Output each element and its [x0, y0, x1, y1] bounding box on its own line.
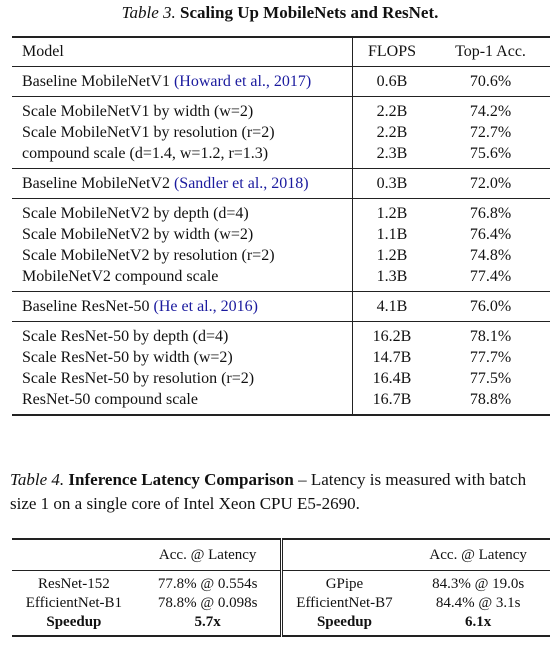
header-right-latency: Acc. @ Latency	[406, 539, 550, 571]
left-model-cell: EfficientNet-B1	[25, 595, 123, 611]
model-cell: Baseline ResNet-50 (He et al., 2016)	[12, 292, 353, 322]
left-model-cell: Speedup	[12, 613, 136, 636]
table-row	[12, 347, 550, 368]
right-value-cell: 6.1x	[406, 613, 550, 636]
model-cell: Scale MobileNetV2 by width (w=2)	[22, 226, 254, 243]
table-row	[12, 389, 550, 415]
table4-header-row	[12, 539, 550, 571]
citation-link[interactable]: (Howard et al., 2017)	[173, 73, 312, 90]
table4-caption-number: Table 4.	[10, 470, 65, 489]
acc-cell: 76.8%	[431, 199, 550, 225]
table-row	[12, 67, 550, 97]
model-cell: ResNet-50 compound scale	[12, 389, 353, 415]
right-model-cell: Speedup	[281, 613, 406, 636]
model-cell: Scale MobileNetV2 by depth (d=4)	[12, 199, 353, 225]
table4	[12, 538, 550, 637]
model-cell: MobileNetV2 compound scale	[22, 268, 219, 285]
citation-link[interactable]: (He et al., 2016)	[153, 298, 258, 315]
citation-link[interactable]: (Sandler et al., 2018)	[173, 175, 309, 192]
model-cell: Scale ResNet-50 by resolution (r=2)	[22, 370, 255, 387]
table-row	[12, 169, 550, 199]
table-row	[12, 143, 550, 169]
table4-caption-text: – Latency is measured with batch size 1 on a single core of Intel Xeon CPU E5-2690.	[10, 470, 527, 513]
right-value-cell: 84.4% @ 3.1s	[435, 595, 521, 611]
table-row	[12, 97, 550, 123]
acc-cell: 70.6%	[431, 67, 550, 97]
model-cell: Baseline MobileNetV1 (Howard et al., 2017)	[12, 67, 353, 97]
acc-cell: 76.0%	[431, 292, 550, 322]
table-row	[12, 571, 550, 595]
acc-cell: 74.8%	[469, 247, 512, 264]
acc-cell: 78.1%	[431, 322, 550, 348]
model-cell: Scale ResNet-50 by depth (d=4)	[12, 322, 353, 348]
table-row	[12, 322, 550, 348]
acc-cell: 72.7%	[469, 124, 512, 141]
flops-cell: 1.2B	[353, 245, 432, 266]
flops-cell: 16.2B	[353, 322, 432, 348]
table-row	[12, 613, 550, 636]
right-value-cell: 84.3% @ 19.0s	[432, 576, 525, 592]
flops-cell: 1.3B	[353, 266, 432, 292]
acc-cell: 75.6%	[469, 145, 512, 162]
model-cell: compound scale (d=1.4, w=1.2, r=1.3)	[22, 145, 269, 162]
model-cell: Scale MobileNetV1 by width (w=2)	[12, 97, 353, 123]
table3-caption	[0, 3, 560, 23]
acc-cell: 76.4%	[469, 226, 512, 243]
flops-cell: 4.1B	[353, 292, 432, 322]
table-row	[12, 292, 550, 322]
flops-cell: 2.2B	[353, 97, 432, 123]
table-row	[12, 122, 550, 143]
table4-caption	[10, 468, 555, 516]
table-row	[12, 224, 550, 245]
table-row	[12, 594, 550, 613]
acc-cell: 77.7%	[469, 349, 512, 366]
acc-cell: 78.8%	[431, 389, 550, 415]
header-left-latency: Acc. @ Latency	[136, 539, 281, 571]
right-model-cell: EfficientNet-B7	[296, 595, 393, 611]
model-cell: Scale MobileNetV1 by resolution (r=2)	[22, 124, 275, 141]
table-row	[12, 245, 550, 266]
flops-cell: 1.1B	[353, 224, 432, 245]
flops-cell: 0.6B	[353, 67, 432, 97]
acc-cell: 72.0%	[431, 169, 550, 199]
table3-caption-number: Table 3.	[121, 3, 176, 22]
table-row	[12, 266, 550, 292]
model-cell: Scale ResNet-50 by width (w=2)	[22, 349, 233, 366]
acc-cell: 74.2%	[431, 97, 550, 123]
right-model-cell: GPipe	[325, 576, 364, 592]
table3-caption-title: Scaling Up MobileNets and ResNet.	[180, 3, 439, 22]
acc-cell: 77.5%	[469, 370, 512, 387]
header-flops: FLOPS	[353, 37, 432, 67]
left-value-cell: 77.8% @ 0.554s	[136, 571, 281, 595]
flops-cell: 16.4B	[353, 368, 432, 389]
left-model-cell: ResNet-152	[38, 576, 110, 592]
header-model: Model	[12, 37, 353, 67]
model-cell: Baseline MobileNetV2 (Sandler et al., 2018)	[12, 169, 353, 199]
table4-caption-title: Inference Latency Comparison	[68, 470, 294, 489]
header-acc: Top-1 Acc.	[431, 37, 550, 67]
table3	[12, 36, 550, 416]
flops-cell: 14.7B	[353, 347, 432, 368]
left-value-cell: 78.8% @ 0.098s	[136, 594, 281, 613]
table-row	[12, 368, 550, 389]
flops-cell: 2.2B	[353, 122, 432, 143]
flops-cell: 0.3B	[353, 169, 432, 199]
flops-cell: 1.2B	[353, 199, 432, 225]
acc-cell: 77.4%	[469, 268, 512, 285]
flops-cell: 2.3B	[353, 143, 432, 169]
table-row	[12, 199, 550, 225]
left-value-cell: 5.7x	[136, 613, 281, 636]
flops-cell: 16.7B	[353, 389, 432, 415]
model-cell: Scale MobileNetV2 by resolution (r=2)	[22, 247, 275, 264]
